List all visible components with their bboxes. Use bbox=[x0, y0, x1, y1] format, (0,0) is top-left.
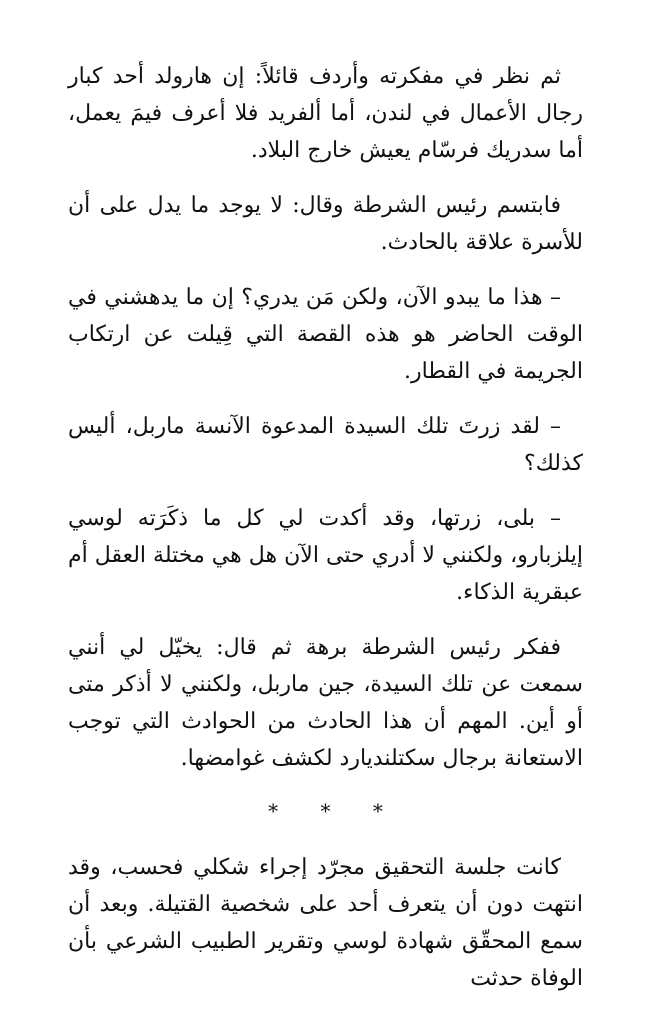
paragraph-scotland-yard: ففكر رئيس الشرطة برهة ثم قال: يخيّل لي أنني سمعت عن تلك السيدة، جين ماربل، ولكنني لا أذكر متى أو أين. المهم أن هذا الحادث من الحوادث التي توجب الاستعانة برجال سكتلنديارد لكشف غوامضها. bbox=[68, 635, 583, 771]
paragraph-inquest: كانت جلسة التحقيق مجرّد إجراء شكلي فحسب، وقد انتهت دون أن يتعرف أحد على شخصية القتيلة. وبعد أن سمع المحقّق شهادة لوسي وتقرير الطبيب الشرعي بأن الوفاة حدثت bbox=[68, 855, 583, 991]
paragraph-harold-alfred-cedric: ثم نظر في مفكرته وأردف قائلاً: إن هارولد أحد كبار رجال الأعمال في لندن، أما ألفريد فلا أعرف فيمَ يعمل، أما سدريك فرسّام يعيش خارج البلاد. bbox=[68, 64, 583, 163]
paragraph-train-story: – هذا ما يبدو الآن، ولكن مَن يدري؟ إن ما يدهشني في الوقت الحاضر هو هذه القصة التي قِيلت عن ارتكاب الجريمة في القطار. bbox=[68, 285, 583, 384]
paragraph-miss-marple-visit: – لقد زرتَ تلك السيدة المدعوة الآنسة ماربل، أليس كذلك؟ bbox=[68, 414, 583, 476]
book-page bbox=[68, 58, 583, 1015]
paragraph-lucy-confirmation: – بلى، زرتها، وقد أكدت لي كل ما ذكَرَته لوسي إيلزبارو، ولكنني لا أدري حتى الآن هل هي مختلة العقل أم عبقرية الذكاء. bbox=[68, 506, 583, 605]
paragraph-police-chief-smile: فابتسم رئيس الشرطة وقال: لا يوجد ما يدل على أن للأسرة علاقة بالحادث. bbox=[68, 193, 583, 255]
section-separator: * * * bbox=[268, 799, 401, 823]
